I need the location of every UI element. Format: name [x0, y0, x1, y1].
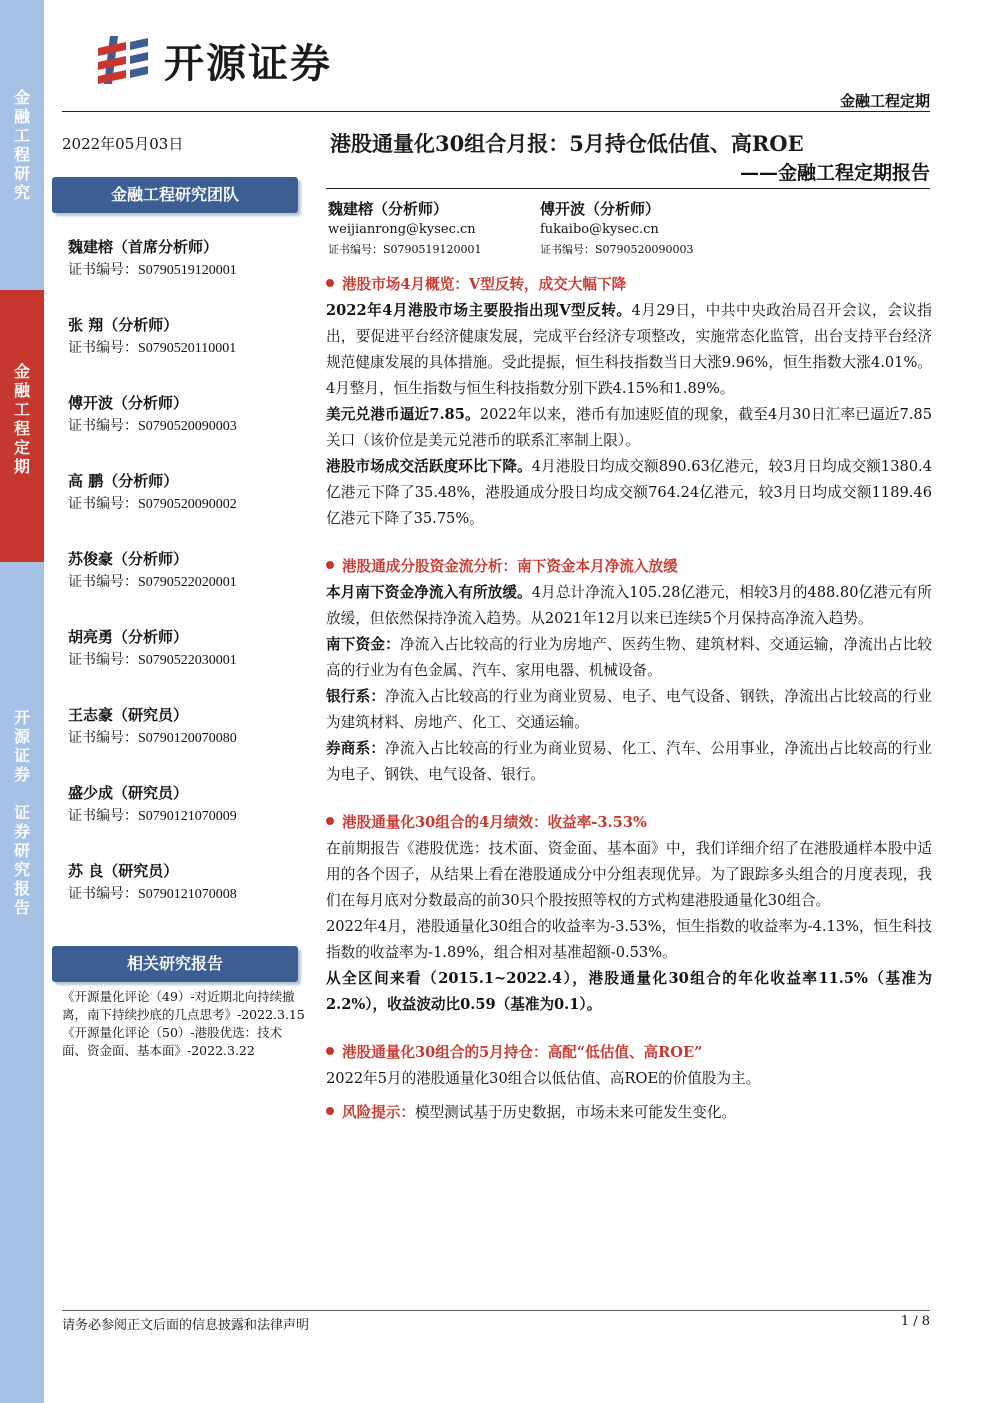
header-divider: [62, 111, 930, 112]
paragraph-lead: 从全区间来看（2015.1~2022.4），港股通量化30组合的年化收益率11.5%（基准为2.2%），收益波动比0.59（基准为0.1）。: [326, 970, 932, 1013]
paragraph-text: 2022年5月的港股通量化30组合以低估值、高ROE的价值股为主。: [326, 1070, 761, 1087]
sidebar-label-bottom: 开 源 证 券 证 券 研 究 报 告: [13, 708, 30, 917]
paragraph: [326, 836, 932, 914]
team-list: [68, 236, 298, 938]
title-divider: [326, 188, 930, 189]
bullet-icon: [326, 1047, 334, 1055]
member-name: 魏建榕（首席分析师）: [68, 238, 219, 256]
risk-warning: [326, 1100, 932, 1126]
report-title: 港股通量化30组合月报：5月持仓低估值、高ROE: [330, 131, 804, 156]
paragraph-text: 净流入占比较高的行业为房地产、医药生物、建筑材料、交通运输，净流出占比较高的行业为有色金属、汽车、家用电器、机械设备。: [326, 636, 932, 679]
analyst-cert: 证书编号：S0790520090003: [540, 243, 694, 256]
paragraph-lead: 港股市场成交活跃度环比下降。: [326, 458, 532, 475]
analyst-email[interactable]: weijianrong@kysec.cn: [328, 222, 476, 237]
analyst-cert: 证书编号：S0790519120001: [328, 243, 482, 256]
paragraph-text: 4月29日，中共中央政治局召开会议，会议指出，要促进平台经济健康发展，完成平台经济专项整改，实施常态化监管，出台支持平台经济规范健康发展的具体措施。受此提振，恒生科技指数当日大涨9.96%，恒生指数大涨4.01%。4月整月，恒生指数与恒生科技指数分别下跌4.15%和1.89%。: [326, 302, 932, 397]
brand-mark-icon: [88, 32, 158, 88]
member-name: 苏 良（研究员）: [68, 862, 179, 880]
team-member: [68, 548, 298, 626]
paragraph-text: 净流入占比较高的行业为商业贸易、化工、汽车、公用事业，净流出占比较高的行业为电子、钢铁、电气设备、银行。: [326, 740, 932, 783]
sidebar-label-top: 金 融 工 程 研 究: [13, 88, 30, 202]
section-heading-text: 港股通量化30组合的4月绩效：收益率-3.53%: [342, 814, 647, 831]
section-heading-text: 港股通量化30组合的5月持仓：高配“低估值、高ROE”: [342, 1044, 703, 1061]
related-reports: [62, 988, 306, 1060]
paragraph-text: 2022年以来，港币有加速贬值的现象，截至4月30日汇率已逼近7.85关口（该价位是美元兑港币的联系汇率制上限）。: [326, 406, 933, 449]
paragraph: [326, 736, 932, 788]
team-member: [68, 314, 298, 392]
team-member: [68, 782, 298, 860]
member-name: 胡亮勇（分析师）: [68, 628, 189, 646]
team-member: [68, 626, 298, 704]
paragraph: [326, 402, 932, 454]
analyst-1: [328, 198, 482, 260]
team-member: [68, 860, 298, 938]
member-cert: 证书编号：S0790522020001: [68, 575, 237, 590]
footer-disclaimer: 请务必参阅正文后面的信息披露和法律声明: [62, 1318, 310, 1333]
paragraph-text: 净流入占比较高的行业为商业贸易、电子、电气设备、钢铁，净流出占比较高的行业为建筑材料、房地产、化工、交通运输。: [326, 688, 932, 731]
paragraph: [326, 684, 932, 736]
member-name: 张 翔（分析师）: [68, 316, 179, 334]
page-number: 1 / 8: [900, 1314, 930, 1329]
member-name: 苏俊豪（分析师）: [68, 550, 189, 568]
bullet-icon: [326, 1107, 334, 1115]
team-member: [68, 236, 298, 314]
member-name: 王志豪（研究员）: [68, 706, 189, 724]
paragraph: [326, 966, 932, 1018]
brand-logo: [88, 30, 332, 90]
member-cert: 证书编号：S0790121070009: [68, 809, 237, 824]
section-heading: [326, 810, 932, 836]
paragraph: [326, 580, 932, 632]
bullet-icon: [326, 817, 334, 825]
team-member: [68, 470, 298, 548]
paragraph-text: 4月港股日均成交额890.63亿港元，较3月日均成交额1380.4亿港元下降了35.48%，港股通成分股日均成交额764.24亿港元，较3月日均成交额1189.46亿港元下降了35.75%。: [326, 458, 932, 527]
footer-divider: [62, 1310, 930, 1311]
risk-text: 模型测试基于历史数据，市场未来可能发生变化。: [414, 1104, 737, 1121]
paragraph-lead: 2022年4月港股市场主要股指出现V型反转。: [326, 302, 632, 319]
paragraph-lead: 美元兑港币逼近7.85。: [326, 406, 480, 423]
analyst-name: 傅开波（分析师）: [540, 200, 661, 218]
member-name: 高 鹏（分析师）: [68, 472, 179, 490]
paragraph-lead: 南下资金：: [326, 636, 400, 653]
brand-name: 开源证券: [164, 40, 332, 87]
section-heading-text: 港股市场4月概览：V型反转，成交大幅下降: [342, 276, 627, 293]
member-name: 盛少成（研究员）: [68, 784, 189, 802]
paragraph: [326, 914, 932, 966]
member-cert: 证书编号：S0790520090003: [68, 419, 237, 434]
report-subtitle: ——金融工程定期报告: [739, 162, 930, 184]
related-report-link[interactable]: 《开源量化评论（50）-港股优选：技术面、资金面、基本面》-2022.3.22: [62, 1025, 283, 1058]
member-cert: 证书编号：S0790520090002: [68, 497, 237, 512]
main-content: [326, 272, 932, 1126]
bullet-icon: [326, 561, 334, 569]
paragraph: [326, 1066, 932, 1092]
risk-label: 风险提示：: [342, 1104, 415, 1121]
paragraph-lead: 本月南下资金净流入有所放缓。: [326, 584, 532, 601]
paragraph-text: 在前期报告《港股优选：技术面、资金面、基本面》中，我们详细介绍了在港股通样本股中适用的各个因子，从结果上看在港股通成分中分组表现优异。为了跟踪多头组合的月度表现，我们在每月底对分数最高的前30只个股按照等权的方式构建港股通量化30组合。: [326, 840, 932, 909]
left-sidebar: [0, 0, 44, 1403]
member-cert: 证书编号：S0790520110001: [68, 341, 237, 356]
related-heading: 相关研究报告: [52, 946, 298, 982]
member-cert: 证书编号：S0790120070080: [68, 731, 237, 746]
paragraph-text: 4月总计净流入105.28亿港元，相较3月的488.80亿港元有所放缓，但依然保持净流入趋势。从2021年12月以来已连续5个月保持高净流入趋势。: [326, 584, 932, 627]
member-name: 傅开波（分析师）: [68, 394, 189, 412]
paragraph-lead: 券商系：: [326, 740, 386, 757]
section-heading: [326, 554, 932, 580]
analyst-email[interactable]: fukaibo@kysec.cn: [540, 222, 659, 237]
section-heading-text: 港股通成分股资金流分析：南下资金本月净流入放缓: [342, 558, 678, 575]
report-date: 2022年05月03日: [62, 135, 184, 153]
analyst-2: [540, 198, 694, 260]
team-member: [68, 704, 298, 782]
section-heading: [326, 272, 932, 298]
team-heading: 金融工程研究团队: [52, 177, 298, 213]
sidebar-label-mid: 金 融 工 程 定 期: [13, 362, 30, 476]
member-cert: 证书编号：S0790519120001: [68, 263, 237, 278]
paragraph: [326, 298, 932, 402]
paragraph: [326, 632, 932, 684]
section-heading: [326, 1040, 932, 1066]
related-report-link[interactable]: 《开源量化评论（49）-对近期北向持续撤离，南下持续抄底的几点思考》-2022.3.15: [62, 989, 305, 1022]
header-category: 金融工程定期: [839, 92, 930, 110]
member-cert: 证书编号：S0790522030001: [68, 653, 237, 668]
bullet-icon: [326, 279, 334, 287]
paragraph-text: 2022年4月，港股通量化30组合的收益率为-3.53%，恒生指数的收益率为-4.13%，恒生科技指数的收益率为-1.89%，组合相对基准超额-0.53%。: [326, 918, 932, 961]
paragraph-lead: 银行系：: [326, 688, 386, 705]
member-cert: 证书编号：S0790121070008: [68, 887, 237, 902]
analyst-name: 魏建榕（分析师）: [328, 200, 449, 218]
paragraph: [326, 454, 932, 532]
team-member: [68, 392, 298, 470]
